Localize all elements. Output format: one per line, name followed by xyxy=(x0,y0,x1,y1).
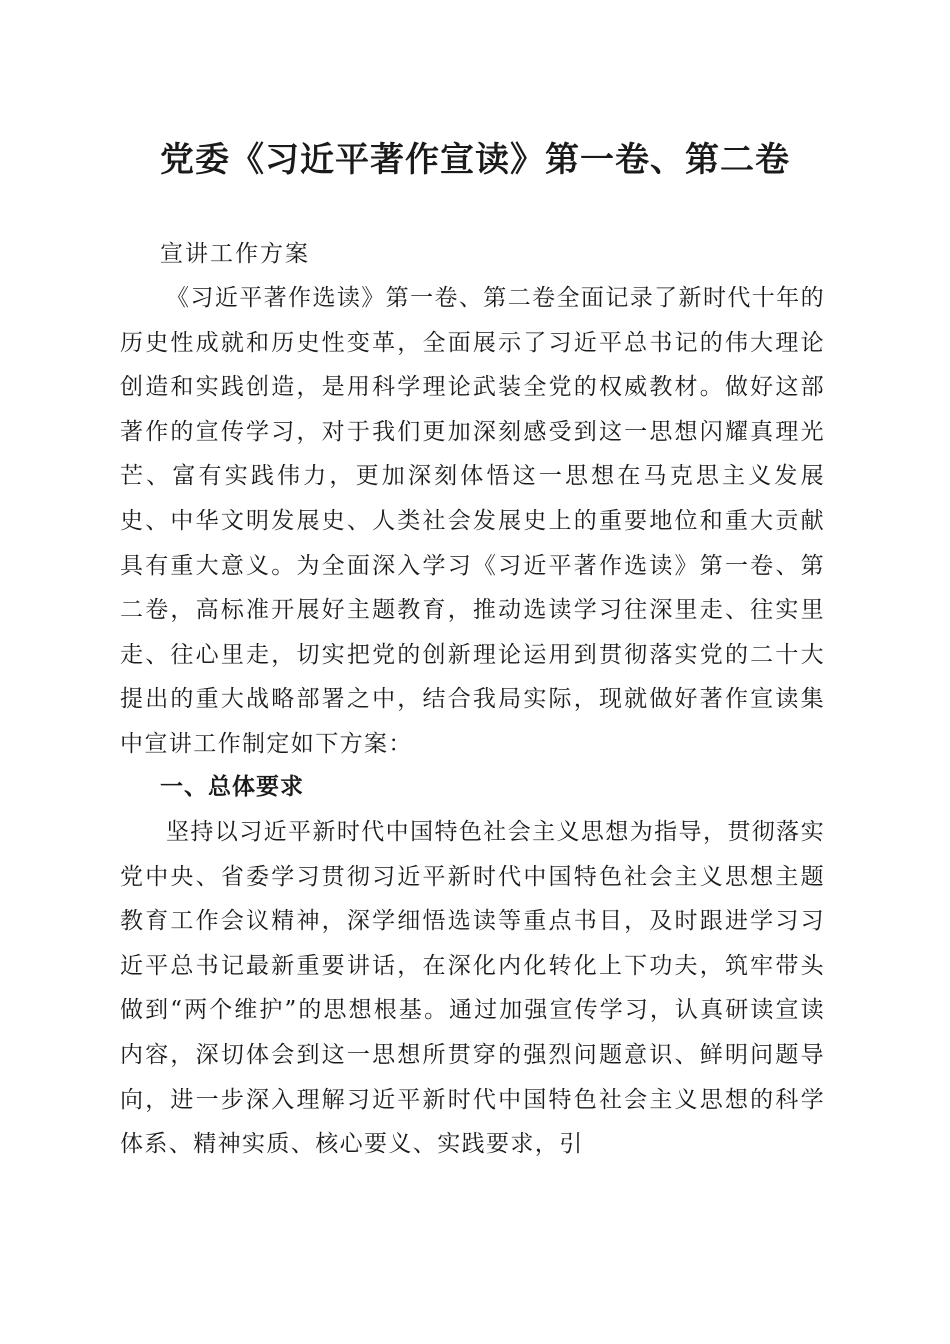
section-heading-general-requirements: 一、总体要求 xyxy=(160,774,304,800)
section-body-general-requirements: 坚持以习近平新时代中国特色社会主义思想为指导，贯彻落实党中央、省委学习贯彻习近平新时代中国特色社会主义思想主题教育工作会议精神，深学细悟选读等重点书目，及时跟进学习习近平总书记最新重要讲话，在深化内化转化上下功夫，筑牢带头做到“两个维护”的思想根基。通过加强宣传学习，认真研读宣读内容，深切体会到这一思想所贯穿的强烈问题意识、鲜明问题导向，进一步深入理解习近平新时代中国特色社会主义思想的科学体系、精神实质、核心要义、实践要求，引 xyxy=(120,819,825,1158)
intro-paragraph: 《习近平著作选读》第一卷、第二卷全面记录了新时代十年的历史性成就和历史性变革，全面展示了习近平总书记的伟大理论创造和实践创造，是用科学理论武装全党的权威教材。做好这部著作的宣传学习，对于我们更加深刻感受到这一思想闪耀真理光芒、富有实践伟力，更加深刻体悟这一思想在马克思主义发展史、中华文明发展史、人类社会发展史上的重要地位和重大贡献具有重大意义。为全面深入学习《习近平著作选读》第一卷、第二卷，高标准开展好主题教育，推动选读学习往深里走、往实里走、往心里走，切实把党的创新理论运用到贯彻落实党的二十大提出的重大战略部署之中，结合我局实际，现就做好著作宣读集中宣讲工作制定如下方案： xyxy=(120,285,825,757)
document-subtitle: 宣讲工作方案 xyxy=(160,241,310,267)
document-title: 党委《习近平著作宣读》第一卷、第二卷 xyxy=(160,140,790,180)
